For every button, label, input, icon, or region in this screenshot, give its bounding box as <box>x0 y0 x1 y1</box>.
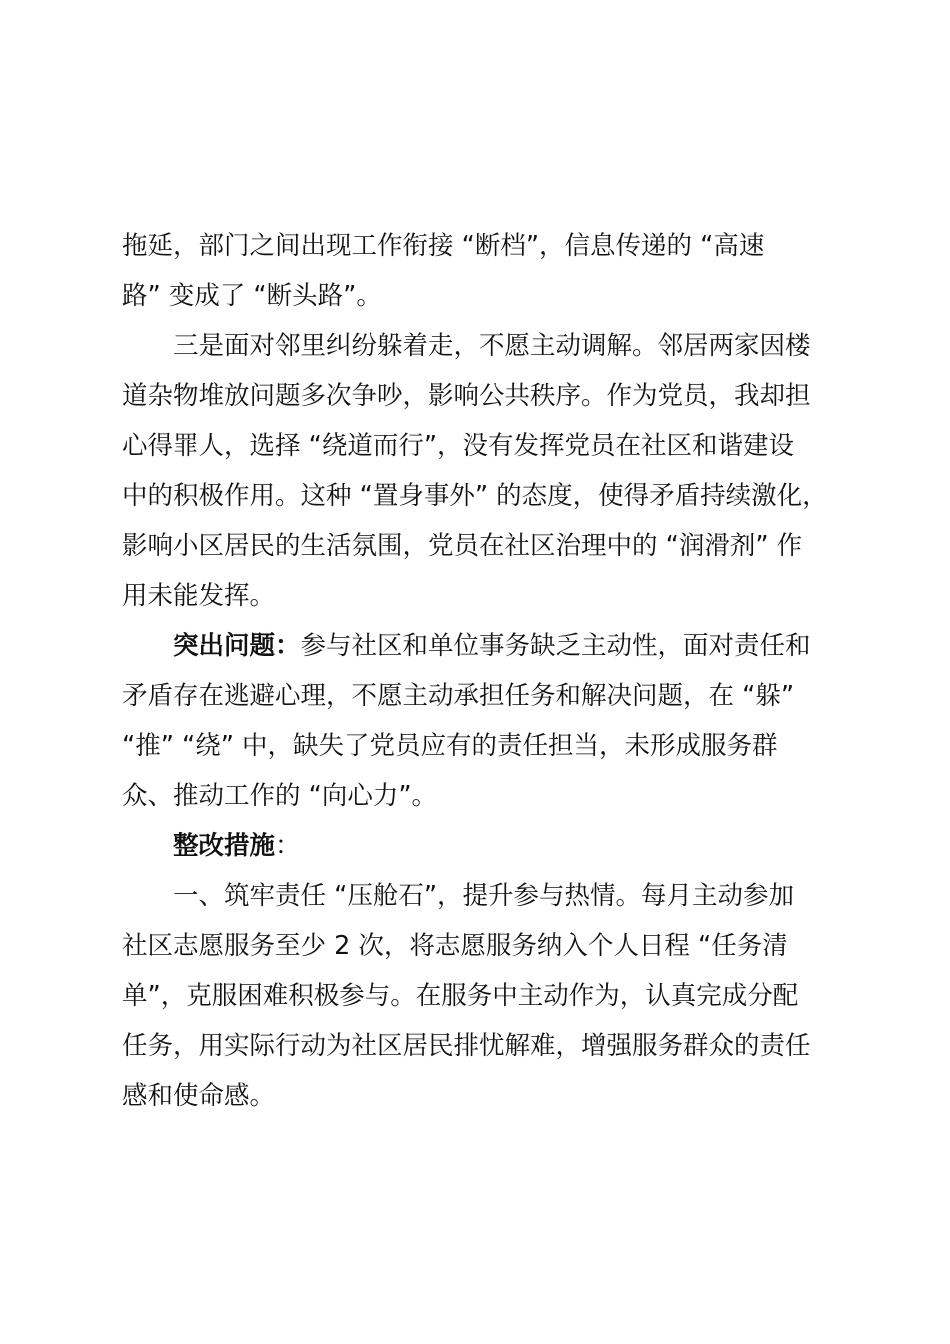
paragraph-line <box>122 721 852 771</box>
paragraph-line <box>122 671 852 721</box>
line-text: 单”，克服困难积极参与。在服务中主动作为，认真完成分配 <box>122 981 799 1011</box>
line-text: 道杂物堆放问题多次争吵，影响公共秩序。作为党员，我却担 <box>122 381 811 411</box>
paragraph-line <box>122 1071 852 1121</box>
line-text: 矛盾存在逃避心理，不愿主动承担任务和解决问题，在 “躲” <box>122 681 795 711</box>
line-text: 三是面对邻里纠纷躲着走，不愿主动调解。邻居两家因楼 <box>173 331 811 361</box>
paragraph-line <box>122 471 852 521</box>
line-text: 参与社区和单位事务缺乏主动性，面对责任和 <box>300 631 811 661</box>
line-text: 中的积极作用。这种 “置身事外” 的态度，使得矛盾持续激化， <box>122 481 828 511</box>
line-text: 一、筑牢责任 “压舱石”，提升参与热情。每月主动参加 <box>173 881 795 911</box>
paragraph-line <box>122 971 852 1021</box>
paragraph-line <box>122 621 852 671</box>
paragraph-line <box>122 871 852 921</box>
section-heading: 整改措施 <box>173 831 276 861</box>
paragraph-line <box>122 821 852 871</box>
paragraph-line <box>122 771 852 821</box>
paragraph-line <box>122 321 852 371</box>
paragraph-line <box>122 921 852 971</box>
section-heading: 突出问题： <box>173 631 301 661</box>
paragraph-line <box>122 571 852 621</box>
paragraph-line <box>122 1021 852 1071</box>
line-text: ： <box>275 831 301 861</box>
line-text: 路” 变成了 “断头路”。 <box>122 281 382 311</box>
line-text: “推” “绕” 中，缺失了党员应有的责任担当，未形成服务群 <box>122 731 778 761</box>
line-text: 心得罪人，选择 “绕道而行”，没有发挥党员在社区和谐建设 <box>122 431 795 461</box>
paragraph-line <box>122 521 852 571</box>
line-text: 用未能发挥。 <box>122 581 276 611</box>
line-text: 影响小区居民的生活氛围，党员在社区治理中的 “润滑剂” 作 <box>122 531 803 561</box>
paragraph-line <box>122 221 852 271</box>
line-text: 社区志愿服务至少 2 次，将志愿服务纳入个人日程 “任务清 <box>122 931 788 961</box>
line-text: 感和使命感。 <box>122 1081 276 1111</box>
paragraph-line <box>122 371 852 421</box>
paragraph-line <box>122 421 852 471</box>
paragraph-line <box>122 271 852 321</box>
line-text: 拖延，部门之间出现工作衔接 “断档”，信息传递的 “高速 <box>122 231 765 261</box>
line-text: 众、推动工作的 “向心力”。 <box>122 781 438 811</box>
document-body <box>122 221 852 1121</box>
line-text: 任务，用实际行动为社区居民排忧解难，增强服务群众的责任 <box>122 1031 811 1061</box>
